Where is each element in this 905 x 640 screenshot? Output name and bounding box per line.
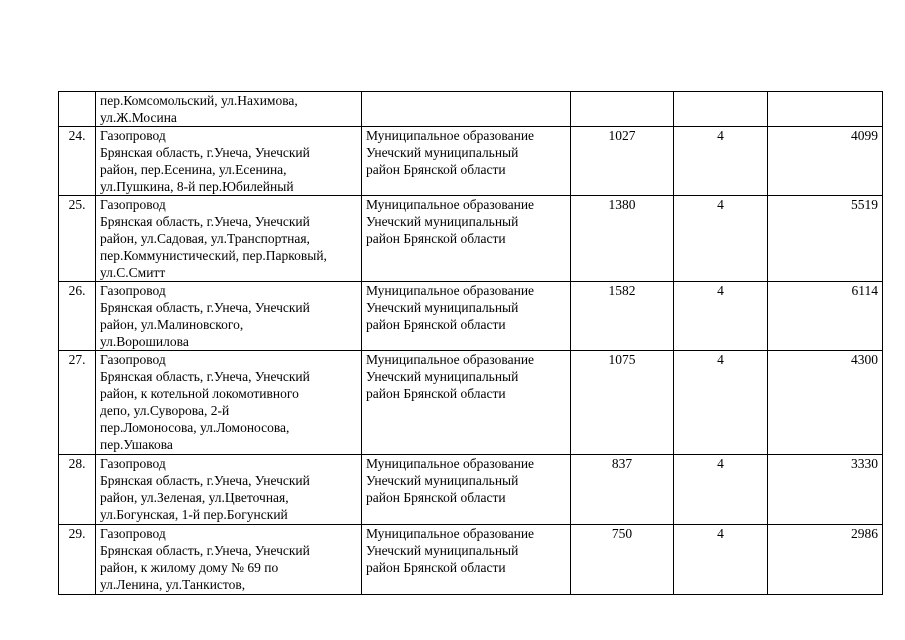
value-cell: 5519 (768, 196, 883, 282)
count-cell (674, 92, 768, 127)
owner-cell (362, 351, 571, 455)
row-number: 29. (59, 525, 96, 595)
length-cell: 1380 (571, 196, 674, 282)
owner-line: Унечский муниципальный (366, 369, 519, 384)
table-row (59, 282, 883, 351)
object-name-line: Газопровод (100, 352, 166, 367)
registry-table (58, 91, 883, 595)
owner-cell (362, 92, 571, 127)
object-name-cell (96, 196, 362, 282)
owner-cell (362, 196, 571, 282)
owner-line: Унечский муниципальный (366, 214, 519, 229)
owner-line: Муниципальное образование (366, 352, 535, 367)
object-name-line: ул.Пушкина, 8-й пер.Юбилейный (100, 179, 294, 194)
object-name-line: Газопровод (100, 283, 166, 298)
object-name-line: пер.Комсомольский, ул.Нахимова, (100, 93, 298, 108)
count-cell: 4 (674, 282, 768, 351)
object-name-line: Брянская область, г.Унеча, Унечский (100, 543, 310, 558)
table-row (59, 127, 883, 196)
owner-line: район Брянской области (366, 231, 506, 246)
object-name-line: район, ул.Зеленая, ул.Цветочная, (100, 490, 289, 505)
length-cell (571, 92, 674, 127)
count-cell: 4 (674, 525, 768, 595)
count-cell: 4 (674, 351, 768, 455)
object-name-cell (96, 92, 362, 127)
table-row (59, 455, 883, 525)
row-number (59, 92, 96, 127)
object-name-line: пер.Коммунистический, пер.Парковый, (100, 248, 327, 263)
owner-line: район Брянской области (366, 490, 506, 505)
table-row (59, 196, 883, 282)
object-name-line: ул.Ворошилова (100, 334, 189, 349)
registry-table-body (59, 92, 883, 595)
object-name-line: район, к котельной локомотивного (100, 386, 299, 401)
object-name-line: район, ул.Малиновского, (100, 317, 244, 332)
owner-line: район Брянской области (366, 560, 506, 575)
object-name-cell (96, 127, 362, 196)
owner-cell (362, 127, 571, 196)
object-name-line: район, к жилому дому № 69 по (100, 560, 279, 575)
object-name-line: ул.Ленина, ул.Танкистов, (100, 577, 246, 592)
owner-line: Муниципальное образование (366, 197, 535, 212)
owner-line: Муниципальное образование (366, 283, 535, 298)
owner-line: Муниципальное образование (366, 128, 535, 143)
object-name-cell (96, 282, 362, 351)
length-cell: 1027 (571, 127, 674, 196)
owner-line: район Брянской области (366, 386, 506, 401)
object-name-line: Брянская область, г.Унеча, Унечский (100, 300, 310, 315)
object-name-line: район, пер.Есенина, ул.Есенина, (100, 162, 287, 177)
count-cell: 4 (674, 196, 768, 282)
owner-cell (362, 525, 571, 595)
object-name-line: пер.Ушакова (100, 437, 173, 452)
length-cell: 1582 (571, 282, 674, 351)
row-number: 28. (59, 455, 96, 525)
object-name-cell (96, 455, 362, 525)
object-name-line: пер.Ломоносова, ул.Ломоносова, (100, 420, 290, 435)
owner-line: район Брянской области (366, 317, 506, 332)
row-number: 24. (59, 127, 96, 196)
owner-line: Унечский муниципальный (366, 300, 519, 315)
value-cell (768, 92, 883, 127)
object-name-line: ул.Ж.Мосина (100, 110, 177, 125)
object-name-line: ул.С.Смитт (100, 265, 166, 280)
owner-line: Унечский муниципальный (366, 543, 519, 558)
owner-cell (362, 455, 571, 525)
table-row (59, 351, 883, 455)
row-number: 27. (59, 351, 96, 455)
object-name-line: Газопровод (100, 197, 166, 212)
value-cell: 3330 (768, 455, 883, 525)
table-row (59, 525, 883, 595)
length-cell: 837 (571, 455, 674, 525)
object-name-line: район, ул.Садовая, ул.Транспортная, (100, 231, 310, 246)
count-cell: 4 (674, 455, 768, 525)
owner-line: Муниципальное образование (366, 526, 535, 541)
object-name-cell (96, 525, 362, 595)
value-cell: 2986 (768, 525, 883, 595)
value-cell: 4300 (768, 351, 883, 455)
object-name-line: Брянская область, г.Унеча, Унечский (100, 369, 310, 384)
owner-line: Муниципальное образование (366, 456, 535, 471)
owner-line: район Брянской области (366, 162, 506, 177)
row-number: 25. (59, 196, 96, 282)
object-name-line: Брянская область, г.Унеча, Унечский (100, 214, 310, 229)
length-cell: 750 (571, 525, 674, 595)
length-cell: 1075 (571, 351, 674, 455)
owner-cell (362, 282, 571, 351)
count-cell: 4 (674, 127, 768, 196)
value-cell: 4099 (768, 127, 883, 196)
object-name-line: Брянская область, г.Унеча, Унечский (100, 145, 310, 160)
row-number: 26. (59, 282, 96, 351)
object-name-line: Газопровод (100, 526, 166, 541)
object-name-line: ул.Богунская, 1-й пер.Богунский (100, 507, 288, 522)
owner-line: Унечский муниципальный (366, 473, 519, 488)
object-name-cell (96, 351, 362, 455)
object-name-line: депо, ул.Суворова, 2-й (100, 403, 230, 418)
object-name-line: Газопровод (100, 128, 166, 143)
value-cell: 6114 (768, 282, 883, 351)
table-row (59, 92, 883, 127)
object-name-line: Газопровод (100, 456, 166, 471)
object-name-line: Брянская область, г.Унеча, Унечский (100, 473, 310, 488)
owner-line: Унечский муниципальный (366, 145, 519, 160)
